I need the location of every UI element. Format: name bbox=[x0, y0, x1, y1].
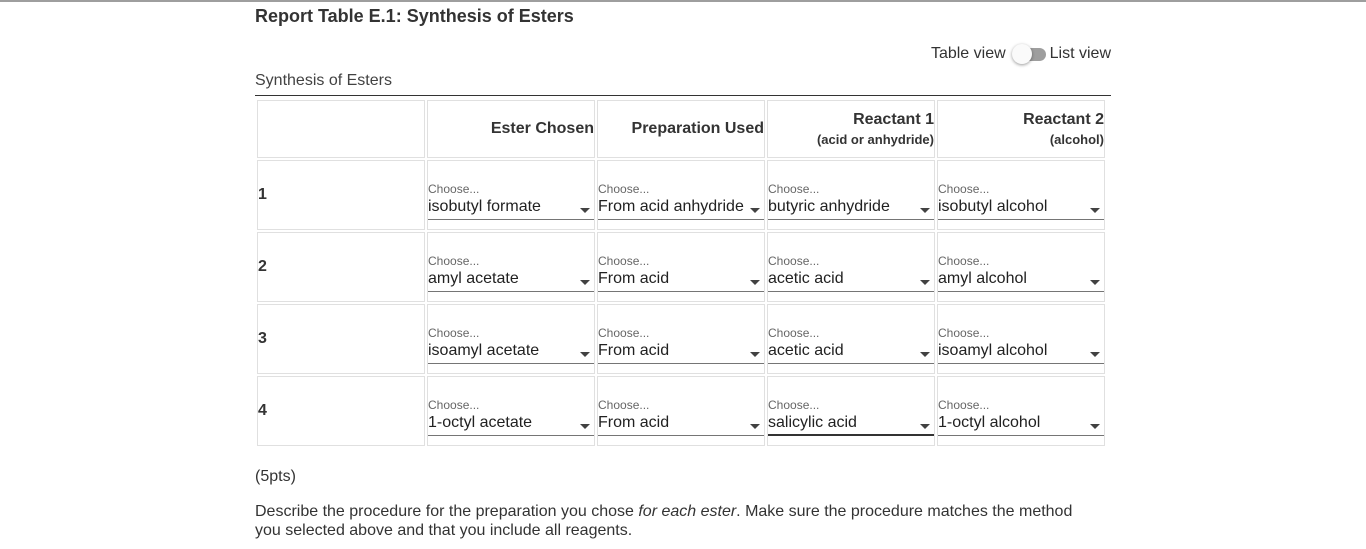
table-row bbox=[257, 304, 1105, 374]
select-value: butyric anhydride bbox=[768, 198, 890, 215]
dropdown-arrow-icon[interactable] bbox=[750, 208, 760, 213]
select-placeholder: Choose... bbox=[598, 326, 650, 340]
table-cell bbox=[937, 376, 1105, 446]
dropdown-arrow-icon[interactable] bbox=[920, 352, 930, 357]
select-placeholder: Choose... bbox=[428, 398, 480, 412]
instructions-text-1: Describe the procedure for the preparation you chose bbox=[255, 503, 639, 520]
table-cell bbox=[597, 376, 765, 446]
select-placeholder: Choose... bbox=[428, 326, 480, 340]
table-cell bbox=[767, 304, 935, 374]
select-placeholder: Choose... bbox=[428, 254, 480, 268]
instructions-emphasis: for each ester bbox=[638, 503, 737, 520]
select-placeholder: Choose... bbox=[938, 182, 990, 196]
header-reactant-1 bbox=[767, 100, 935, 158]
select-placeholder: Choose... bbox=[428, 182, 480, 196]
table-row bbox=[257, 376, 1105, 446]
table-cell bbox=[937, 232, 1105, 302]
preparation-select[interactable] bbox=[598, 176, 764, 220]
reactant-2-select[interactable] bbox=[938, 320, 1104, 364]
header-empty bbox=[257, 100, 425, 158]
dropdown-arrow-icon[interactable] bbox=[920, 424, 930, 429]
switch-thumb[interactable] bbox=[1012, 44, 1032, 64]
row-number: 2 bbox=[257, 232, 425, 302]
select-placeholder: Choose... bbox=[598, 182, 650, 196]
table-row bbox=[257, 160, 1105, 230]
select-value: amyl alcohol bbox=[938, 270, 1027, 287]
table-cell bbox=[597, 304, 765, 374]
header-label: Preparation Used bbox=[631, 120, 764, 137]
header-reactant-2 bbox=[937, 100, 1105, 158]
reactant-2-select[interactable] bbox=[938, 176, 1104, 220]
table-cell bbox=[427, 376, 595, 446]
select-placeholder: Choose... bbox=[938, 398, 990, 412]
select-value: From acid anhydride bbox=[598, 198, 744, 215]
select-placeholder: Choose... bbox=[598, 398, 650, 412]
header-preparation-used bbox=[597, 100, 765, 158]
select-value: 1-octyl acetate bbox=[428, 414, 533, 431]
table-row bbox=[257, 232, 1105, 302]
table-view-label: Table view bbox=[930, 45, 1006, 62]
table-cell bbox=[937, 160, 1105, 230]
select-value: isoamyl alcohol bbox=[938, 342, 1048, 359]
table-cell bbox=[427, 232, 595, 302]
list-view-label: List view bbox=[1049, 45, 1111, 62]
row-number: 4 bbox=[257, 376, 425, 446]
select-value: From acid bbox=[598, 270, 670, 287]
table-cell bbox=[597, 232, 765, 302]
ester-select[interactable] bbox=[428, 176, 594, 220]
table-cell bbox=[597, 160, 765, 230]
select-value: acetic acid bbox=[768, 342, 844, 359]
dropdown-arrow-icon[interactable] bbox=[580, 280, 590, 285]
dropdown-arrow-icon[interactable] bbox=[580, 208, 590, 213]
select-placeholder: Choose... bbox=[768, 254, 820, 268]
instructions-text-2: . Make sure the procedure matches the method you selected above and that you include all reagents. bbox=[255, 503, 1073, 539]
view-toggle-switch[interactable] bbox=[1012, 44, 1046, 64]
header-sublabel: (alcohol) bbox=[1049, 132, 1104, 147]
dropdown-arrow-icon[interactable] bbox=[750, 280, 760, 285]
reactant-1-select[interactable] bbox=[768, 320, 934, 364]
header-sublabel: (acid or anhydride) bbox=[816, 132, 934, 147]
table-cell bbox=[767, 376, 935, 446]
dropdown-arrow-icon[interactable] bbox=[750, 352, 760, 357]
header-ester-chosen bbox=[427, 100, 595, 158]
select-value: amyl acetate bbox=[428, 270, 519, 287]
ester-select[interactable] bbox=[428, 320, 594, 364]
preparation-select[interactable] bbox=[598, 248, 764, 292]
header-label: Reactant 1 bbox=[853, 111, 934, 128]
select-placeholder: Choose... bbox=[938, 326, 990, 340]
view-toggle bbox=[931, 44, 1111, 64]
row-number: 3 bbox=[257, 304, 425, 374]
select-placeholder: Choose... bbox=[768, 182, 820, 196]
table-cell bbox=[767, 232, 935, 302]
ester-select[interactable] bbox=[428, 248, 594, 292]
dropdown-arrow-icon[interactable] bbox=[920, 208, 930, 213]
dropdown-arrow-icon[interactable] bbox=[1090, 352, 1100, 357]
select-value: isobutyl alcohol bbox=[938, 198, 1048, 215]
reactant-2-select[interactable] bbox=[938, 392, 1104, 436]
report-title: Report Table E.1: Synthesis of Esters bbox=[255, 6, 574, 26]
dropdown-arrow-icon[interactable] bbox=[1090, 280, 1100, 285]
header-label: Ester Chosen bbox=[490, 120, 594, 137]
dropdown-arrow-icon[interactable] bbox=[580, 352, 590, 357]
select-value: acetic acid bbox=[768, 270, 844, 287]
preparation-select[interactable] bbox=[598, 392, 764, 436]
reactant-1-select[interactable] bbox=[768, 176, 934, 220]
select-placeholder: Choose... bbox=[768, 326, 820, 340]
ester-select[interactable] bbox=[428, 392, 594, 436]
select-placeholder: Choose... bbox=[768, 398, 820, 412]
table-cell bbox=[427, 304, 595, 374]
procedure-instructions bbox=[255, 502, 1085, 540]
select-value: isoamyl acetate bbox=[428, 342, 540, 359]
table-cell bbox=[767, 160, 935, 230]
row-number: 1 bbox=[257, 160, 425, 230]
dropdown-arrow-icon[interactable] bbox=[1090, 208, 1100, 213]
select-value: From acid bbox=[598, 414, 670, 431]
points-label: (5pts) bbox=[255, 468, 296, 485]
select-placeholder: Choose... bbox=[598, 254, 650, 268]
dropdown-arrow-icon[interactable] bbox=[750, 424, 760, 429]
select-placeholder: Choose... bbox=[938, 254, 990, 268]
dropdown-arrow-icon[interactable] bbox=[920, 280, 930, 285]
preparation-select[interactable] bbox=[598, 320, 764, 364]
reactant-2-select[interactable] bbox=[938, 248, 1104, 292]
table-cell bbox=[427, 160, 595, 230]
table-caption: Synthesis of Esters bbox=[255, 72, 1111, 96]
select-value: 1-octyl alcohol bbox=[938, 414, 1041, 431]
reactant-1-select[interactable] bbox=[768, 248, 934, 292]
select-value: salicylic acid bbox=[768, 414, 857, 431]
header-label: Reactant 2 bbox=[1023, 111, 1104, 128]
table-cell bbox=[937, 304, 1105, 374]
dropdown-arrow-icon[interactable] bbox=[580, 424, 590, 429]
ester-table bbox=[255, 98, 1107, 448]
reactant-1-select[interactable] bbox=[768, 392, 934, 436]
select-value: isobutyl formate bbox=[428, 198, 541, 215]
select-value: From acid bbox=[598, 342, 670, 359]
table-header-row bbox=[257, 100, 1105, 158]
dropdown-arrow-icon[interactable] bbox=[1090, 424, 1100, 429]
